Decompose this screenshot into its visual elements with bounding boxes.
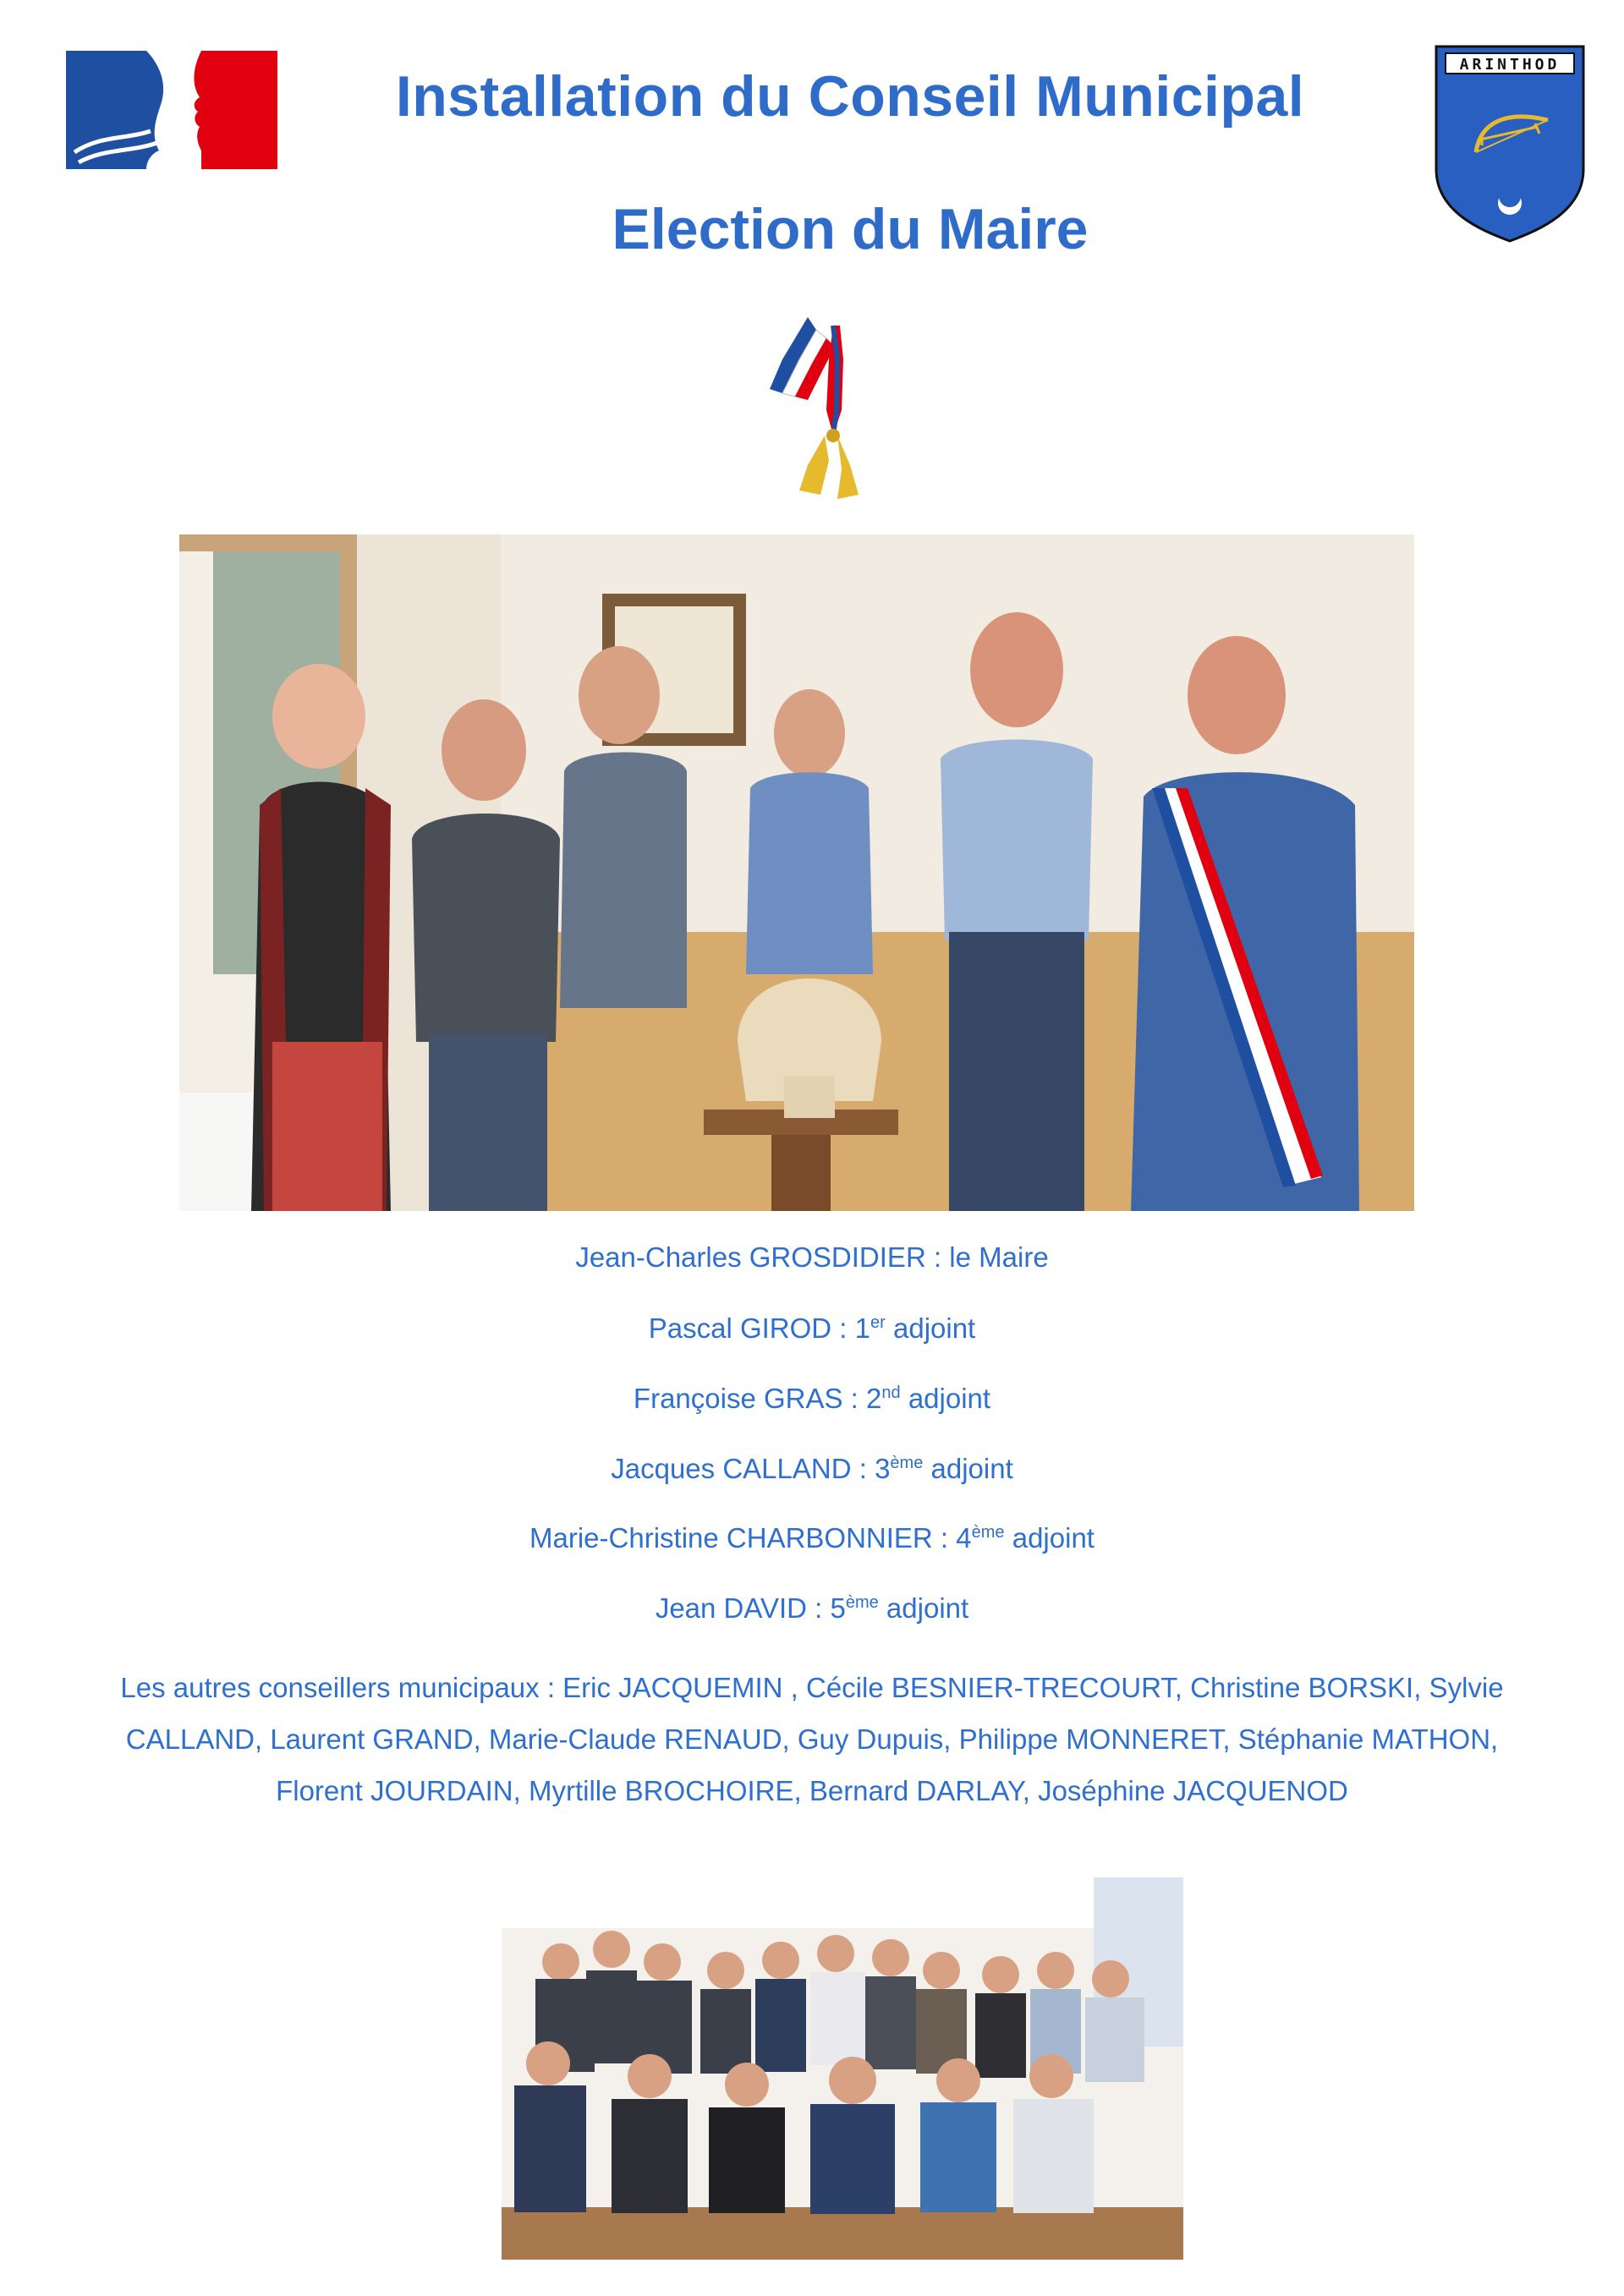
republique-francaise-logo — [66, 51, 277, 169]
official-role: adjoint — [886, 1592, 969, 1624]
other-councillors — [85, 1662, 1539, 1817]
official-adjoint-3: Jacques CALLAND : 3ème adjoint — [611, 1453, 1013, 1484]
official-rank-suffix: ème — [890, 1454, 924, 1472]
official-rank: 2 — [866, 1383, 882, 1414]
council-main-photo — [179, 534, 1414, 1211]
official-rank: 3 — [875, 1453, 891, 1484]
official-role: adjoint — [930, 1453, 1013, 1484]
official-adjoint-5: Jean DAVID : 5ème adjoint — [655, 1592, 969, 1624]
official-name: Jacques CALLAND — [611, 1453, 852, 1484]
official-rank-suffix: er — [870, 1313, 886, 1332]
official-role: adjoint — [1012, 1522, 1095, 1553]
official-rank-suffix: ème — [845, 1593, 879, 1612]
official-mayor: Jean-Charles GROSDIDIER : le Maire — [575, 1241, 1049, 1273]
page-subtitle: Election du Maire — [612, 197, 1089, 261]
official-name: Françoise GRAS — [633, 1383, 843, 1414]
official-role: adjoint — [908, 1383, 991, 1414]
official-rank-suffix: nd — [881, 1384, 901, 1402]
official-name: Marie-Christine CHARBONNIER — [529, 1522, 933, 1553]
council-group-photo — [502, 1835, 1183, 2260]
official-rank: 5 — [830, 1592, 846, 1624]
official-adjoint-4: Marie-Christine CHARBONNIER : 4ème adjoint — [529, 1522, 1095, 1553]
official-name: Jean-Charles GROSDIDIER — [575, 1241, 926, 1273]
official-role: le Maire — [949, 1241, 1049, 1273]
page-title: Installation du Conseil Municipal — [395, 64, 1305, 129]
arinthod-crest — [1429, 42, 1590, 245]
official-adjoint-1: Pascal GIROD : 1er adjoint — [648, 1312, 976, 1344]
official-rank: 4 — [956, 1522, 972, 1553]
crest-name-label: ARINTHOD — [1445, 52, 1575, 74]
official-adjoint-2: Françoise GRAS : 2nd adjoint — [633, 1383, 991, 1414]
official-rank-suffix: ème — [971, 1523, 1005, 1542]
other-councillors-line: Les autres conseillers municipaux : Eric JACQUEMIN , Cécile BESNIER-TRECOURT, Christine BORSKI, Sylvie — [120, 1672, 1504, 1703]
other-councillors-line: CALLAND, Laurent GRAND, Marie-Claude RENAUD, Guy Dupuis, Philippe MONNERET, Stéphanie MATHON, — [125, 1723, 1499, 1755]
official-role: adjoint — [892, 1312, 976, 1344]
official-name: Pascal GIROD — [648, 1312, 832, 1344]
other-councillors-line: Florent JOURDAIN, Myrtille BROCHOIRE, Bernard DARLAY, Joséphine JACQUENOD — [276, 1775, 1348, 1806]
official-rank: 1 — [854, 1312, 871, 1344]
tricolour-sash-icon — [749, 309, 884, 512]
official-name: Jean DAVID — [655, 1592, 807, 1624]
